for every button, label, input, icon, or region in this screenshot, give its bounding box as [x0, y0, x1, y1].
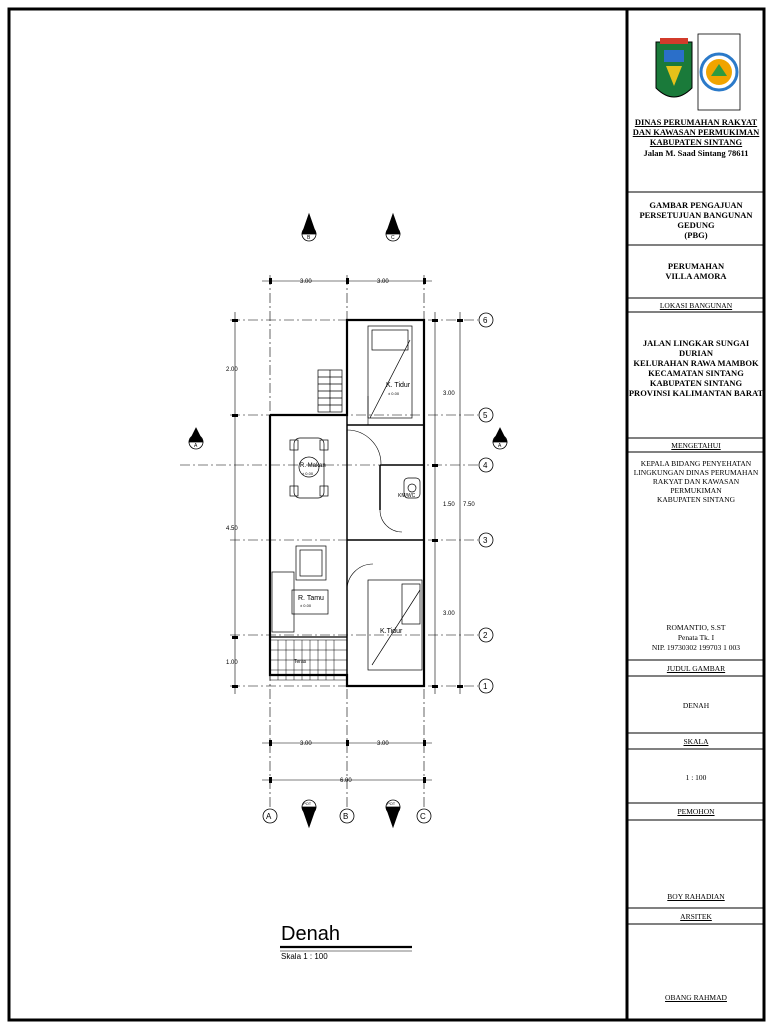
- bed-2: [368, 580, 422, 670]
- room-dining: R. Makan: [300, 463, 326, 469]
- drawing-type-line-2: PERSETUJUAN BANGUNAN GEDUNG: [639, 210, 753, 230]
- room-terrace: Teras: [294, 659, 307, 665]
- agency-name: [628, 117, 764, 147]
- sheet-border: [9, 9, 764, 1020]
- approver-title-line-5: KABUPATEN SINTANG: [656, 495, 736, 504]
- owner-name: BOY RAHADIAN: [667, 892, 725, 901]
- approver-title-line-3: RAKYAT DAN KAWASAN: [652, 477, 740, 486]
- approver-title-line-4: PERMUKIMAN: [670, 486, 722, 495]
- grid-row-6: 6: [483, 316, 488, 325]
- section-label-bottom-c: POT: [387, 801, 396, 806]
- grid-col-a: A: [266, 812, 272, 821]
- location: [628, 338, 764, 398]
- section-label-left-a: POT: [190, 436, 199, 441]
- location-line-5: PROVINSI KALIMANTAN BARAT: [628, 388, 764, 398]
- location-label: LOKASI BANGUNAN: [659, 301, 733, 310]
- dim-left-1: 2.00: [226, 367, 238, 373]
- project-line-2: VILLA AMORA: [665, 271, 727, 281]
- drawing-title-label: JUDUL GAMBAR: [666, 664, 726, 673]
- approver-rank: Penata Tk. I: [677, 633, 715, 642]
- agency-line-3: KABUPATEN SINTANG: [649, 137, 743, 147]
- location-line-4: KABUPATEN SINTANG: [649, 378, 743, 388]
- sofa-set: [272, 546, 328, 632]
- dim-right-total: 7.50: [463, 502, 475, 508]
- dim-right-3: 3.00: [443, 611, 455, 617]
- scale-label: SKALA: [683, 737, 709, 746]
- drawing-type-line-1: GAMBAR PENGAJUAN: [649, 200, 743, 210]
- dim-left-2: 4.50: [226, 526, 238, 532]
- bed-1: [368, 326, 412, 418]
- dim-top-1: 3.00: [300, 279, 312, 285]
- architect-label: ARSITEK: [680, 912, 712, 921]
- grid-row-2: 2: [483, 631, 488, 640]
- room-living-level: ± 0.00: [300, 603, 312, 608]
- drawing-type: [628, 200, 764, 240]
- room-bedroom-2: K.Tidur: [380, 628, 403, 635]
- section-mark-top-c: C: [391, 235, 395, 241]
- dim-right-2: 1.50: [443, 502, 455, 508]
- dim-top-2: 3.00: [377, 279, 389, 285]
- plan-scale: Skala 1 : 100: [281, 952, 328, 961]
- room-bedroom-1: K. Tidur: [386, 382, 411, 389]
- dim-total: 6.00: [340, 778, 352, 784]
- dim-bottom-2: 3.00: [377, 741, 389, 747]
- stairs: [318, 370, 342, 412]
- room-bathroom: KM/WC: [398, 493, 416, 499]
- agency-logo-icon: [698, 34, 740, 110]
- section-markers: [189, 214, 507, 827]
- section-mark-bottom-b: B: [307, 808, 311, 814]
- approver-name: ROMANTIO, S.ST: [666, 623, 726, 632]
- section-label-bottom-b: POT: [303, 801, 312, 806]
- grid-row-4: 4: [483, 461, 488, 470]
- section-label-top-b: POT: [303, 228, 312, 233]
- dim-left-3: 1.00: [226, 660, 238, 666]
- agency-line-2: DAN KAWASAN PERMUKIMAN: [632, 127, 760, 137]
- floor-plan: [180, 214, 507, 951]
- section-label-right-a: POT: [494, 436, 503, 441]
- regency-emblem-icon: [656, 38, 692, 97]
- drawing-title: DENAH: [682, 701, 710, 710]
- dim-right-1: 3.00: [443, 391, 455, 397]
- project-name: [628, 261, 764, 281]
- section-mark-right-a: A: [498, 443, 502, 449]
- drawing-type-line-3: (PBG): [684, 230, 708, 240]
- dim-bottom-1: 3.00: [300, 741, 312, 747]
- room-living: R. Tamu: [298, 595, 324, 602]
- grid-row-1: 1: [483, 682, 488, 691]
- approver-title-line-2: LINGKUNGAN DINAS PERUMAHAN: [633, 468, 759, 477]
- plan-title: Denah: [281, 923, 340, 945]
- location-line-2: KELURAHAN RAWA MAMBOK: [633, 358, 759, 368]
- room-bedroom-1-level: ± 0.00: [388, 391, 400, 396]
- approved-label: MENGETAHUI: [671, 441, 721, 450]
- section-mark-top-b: B: [307, 235, 311, 241]
- location-line-1: JALAN LINGKAR SUNGAI DURIAN: [642, 338, 750, 358]
- section-label-top-c: POT: [387, 228, 396, 233]
- approver-nip: NIP. 19730302 199703 1 003: [651, 643, 741, 652]
- location-line-3: KECAMATAN SINTANG: [648, 368, 744, 378]
- grid-col-c: C: [420, 812, 426, 821]
- agency-line-1: DINAS PERUMAHAN RAKYAT: [634, 117, 758, 127]
- scale-value: 1 : 100: [685, 773, 707, 782]
- project-line-1: PERUMAHAN: [667, 261, 725, 271]
- agency-address: Jalan M. Saad Sintang 78611: [643, 148, 749, 158]
- owner-label: PEMOHON: [677, 807, 715, 816]
- grid-row-3: 3: [483, 536, 488, 545]
- room-dining-level: ± 0.00: [302, 471, 314, 476]
- grid-row-5: 5: [483, 411, 488, 420]
- approver-title: [628, 459, 764, 504]
- section-mark-left-a: A: [194, 443, 198, 449]
- grid-col-b: B: [343, 812, 349, 821]
- approver-title-line-1: KEPALA BIDANG PENYEHATAN: [640, 459, 752, 468]
- architect-name: OBANG RAHMAD: [665, 993, 727, 1002]
- section-mark-bottom-c: C: [391, 808, 395, 814]
